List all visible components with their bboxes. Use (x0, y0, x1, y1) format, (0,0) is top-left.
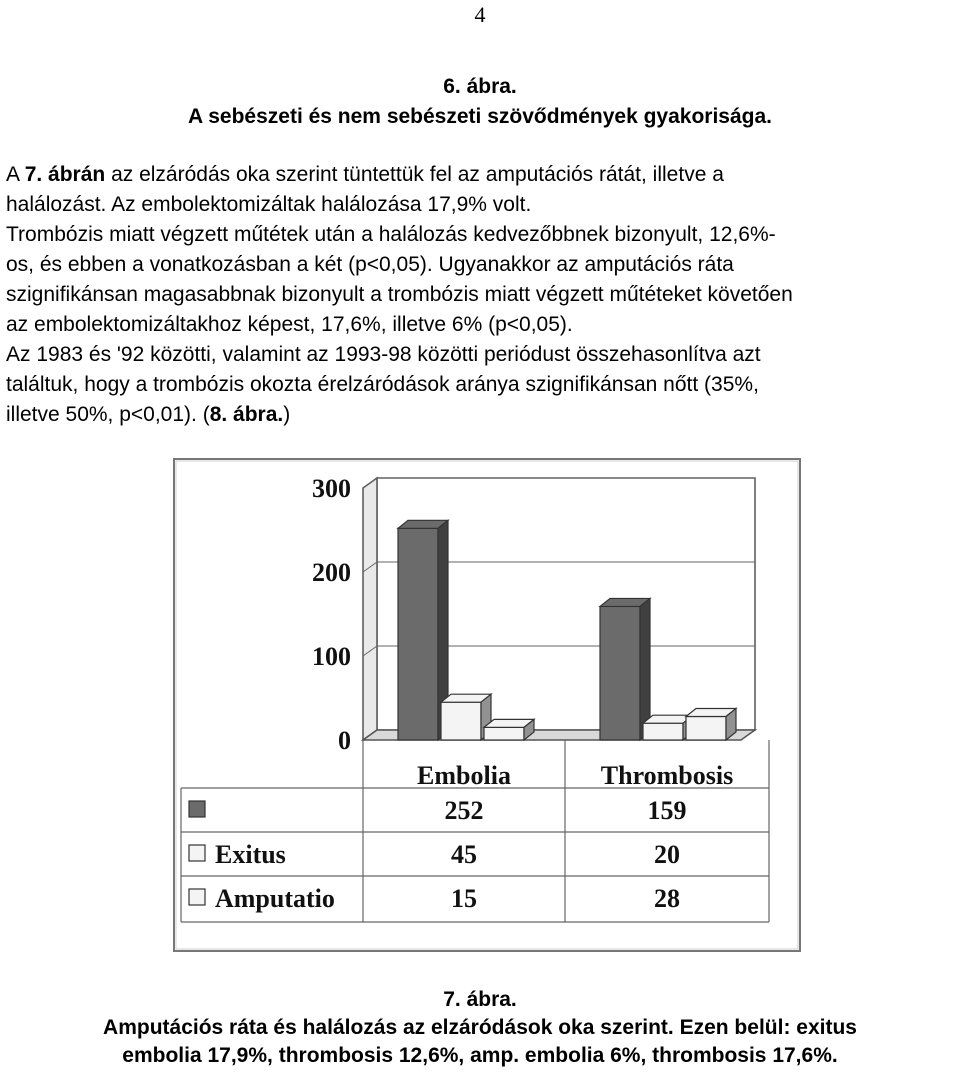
y-tick-label: 100 (312, 642, 351, 671)
figure-reference: 8. ábra. (209, 403, 284, 426)
body-line: os, és ebben a vonatkozásban a két (p<0,05). Ugyanakkor az amputációs ráta (6, 253, 734, 276)
bar (600, 606, 640, 740)
legend-swatch (189, 845, 205, 861)
data-label: 28 (654, 884, 680, 913)
legend-swatch (189, 889, 205, 905)
legend-label: Amputatio (215, 884, 335, 913)
data-label: 45 (451, 840, 477, 869)
figure6-title: A sebészeti és nem sebészeti szövődmények gyakorisága. (188, 105, 772, 128)
body-line: az embolektomizáltakhoz képest, 17,6%, illetve 6% (p<0,05). (6, 313, 573, 336)
category-label: Embolia (417, 761, 511, 790)
legend-label: Exitus (215, 840, 286, 869)
side-wall (363, 478, 377, 740)
bar (643, 723, 683, 740)
bar (686, 716, 726, 740)
y-tick-label: 300 (312, 474, 351, 503)
body-line: Trombózis miatt végzett műtétek után a halálozás kedvezőbbnek bizonyult, 12,6%- (6, 223, 776, 246)
y-tick-label: 0 (338, 726, 351, 755)
figure7-caption (0, 1014, 960, 1070)
figure7-chart (173, 458, 801, 952)
body-line: A 7. ábrán az elzáródás oka szerint tüntettük fel az amputációs rátát, illetve a (6, 163, 724, 186)
y-tick-label: 200 (312, 558, 351, 587)
bar (484, 727, 524, 740)
figure7-label: 7. ábra. (443, 988, 517, 1011)
bar-chart (173, 458, 801, 952)
figure-reference: 7. ábrán (24, 163, 106, 186)
data-label: 159 (647, 796, 687, 825)
page-number: 4 (474, 2, 486, 27)
data-label: 252 (444, 796, 484, 825)
body-line: találtuk, hogy a trombózis okozta érelzáródások aránya szignifikánsan nőtt (35%, (6, 373, 759, 396)
body-line: illetve 50%, p<0,01). (8. ábra.) (6, 403, 291, 426)
body-line: halálozást. Az embolektomizáltak halálozása 17,9% volt. (6, 193, 532, 216)
figure6-label: 6. ábra. (443, 75, 517, 98)
legend-swatch (189, 801, 205, 817)
body-line: Az 1983 és '92 közötti, valamint az 1993-98 közötti periódust összehasonlítva azt (6, 343, 761, 366)
category-label: Thrombosis (600, 761, 734, 790)
body-line: szignifikánsan magasabbnak bizonyult a trombózis miatt végzett műtéteket követően (6, 283, 793, 306)
data-label: 20 (654, 840, 680, 869)
data-label: 15 (451, 884, 477, 913)
bar (398, 528, 438, 740)
body-paragraph (6, 160, 960, 430)
caption-line: embolia 17,9%, thrombosis 12,6%, amp. embolia 6%, thrombosis 17,6%. (122, 1044, 838, 1067)
bar (441, 702, 481, 740)
caption-line: Amputációs ráta és halálozás az elzáródások oka szerint. Ezen belül: exitus (103, 1016, 857, 1039)
